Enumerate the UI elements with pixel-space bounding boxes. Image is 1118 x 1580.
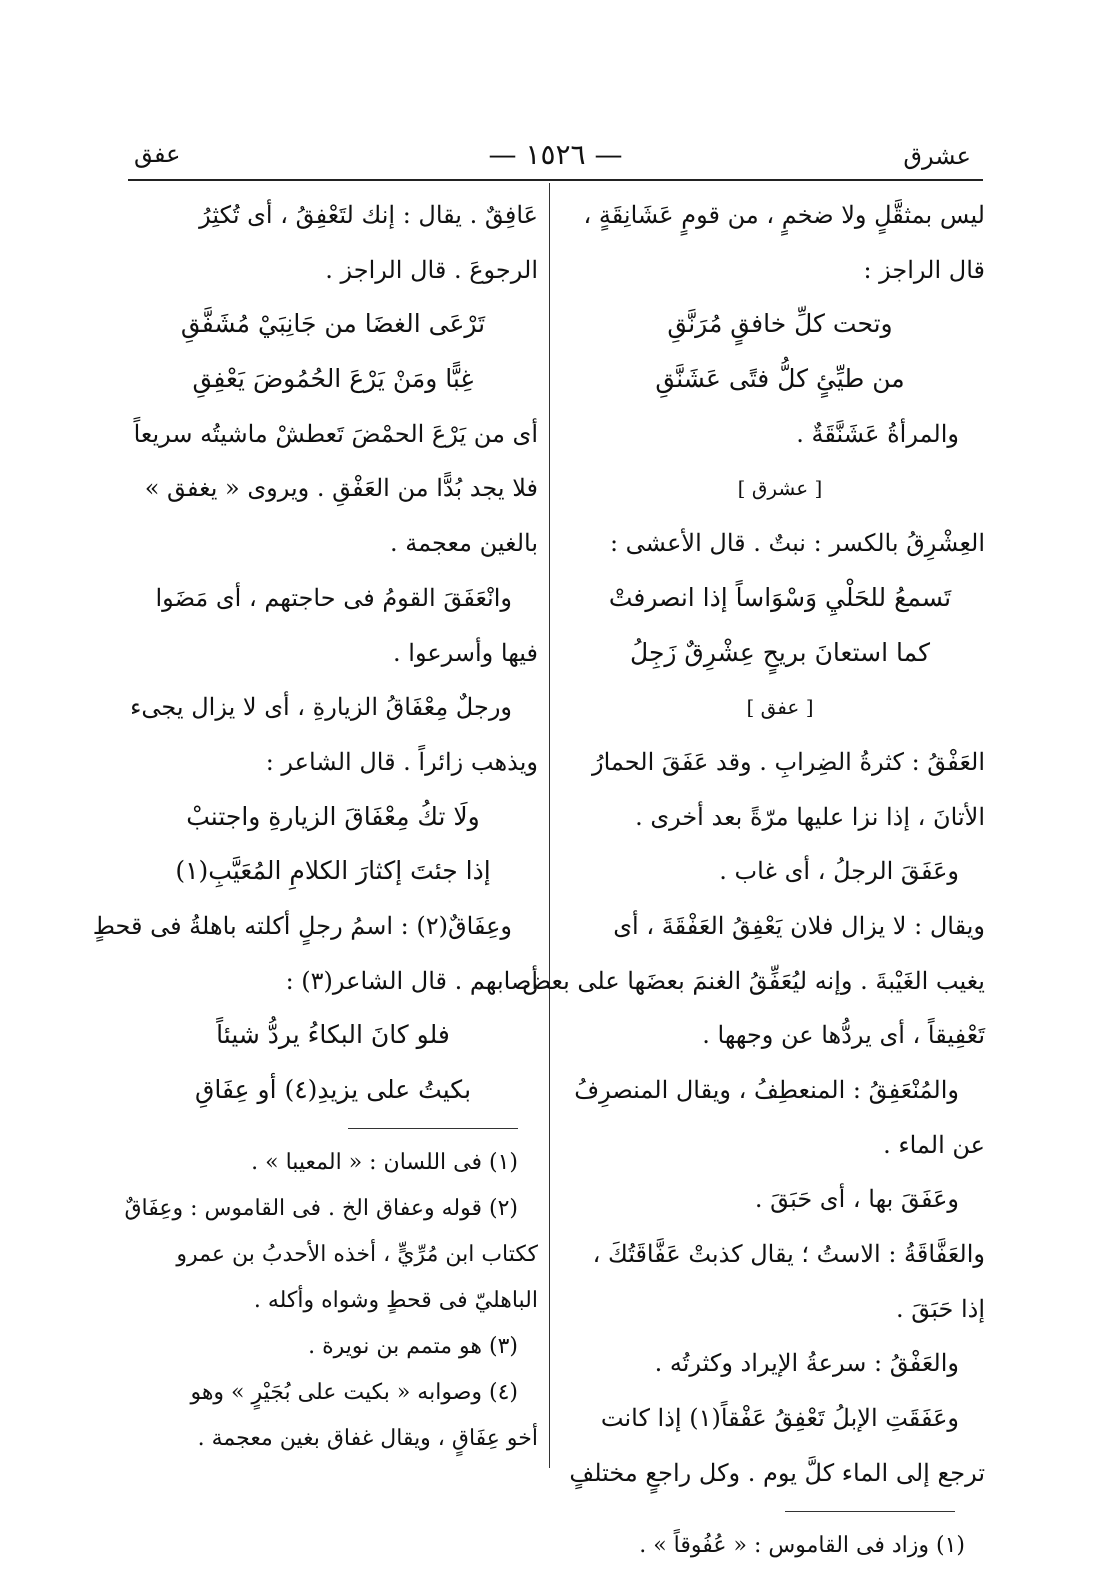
text-line: العَفْقُ : كثرةُ الضِرابِ . وقد عَفَقَ الحمارُ — [592, 747, 985, 776]
text-line: الأتانَ ، إذا نزا عليها مرّةً بعد أخرى . — [635, 802, 985, 831]
text-line: الرجوعَ . قال الراجز . — [325, 255, 538, 284]
text-line: عن الماء . — [883, 1130, 985, 1159]
footnote-line: (٤) وصوابه « بكيت على بُجَيْرٍ » وهو — [190, 1379, 518, 1405]
verse-line: من طيِّئٍ كلُّ فتًى عَشَنَّقِ — [655, 364, 905, 394]
text-line: أى من يَرْعَ الحمْضَ تَعطشْ ماشيتُه سريعاً — [133, 419, 538, 448]
text-line: وانْعَفَقَ القومُ فى حاجتهم ، أى مَضَوا — [155, 583, 512, 612]
header-rule — [128, 179, 983, 181]
text-line: وعَفَقَ الرجلُ ، أى غاب . — [719, 857, 959, 886]
footnote-line: (١) وزاد فى القاموس : « عُفُوقاً » . — [639, 1532, 965, 1558]
verse-line: إذا جئتَ إكثارَ الكلامِ المُعَيَّبِ(١) — [175, 856, 491, 886]
left-column — [92, 188, 538, 1462]
text-line: يغيب الغَيْبةَ . وإنه ليُعَفِّقُ الغنمَ بعضَها على بعض — [522, 966, 985, 995]
text-line: تَعْفِيقاً ، أى يردُّها عن وجهها . — [702, 1021, 985, 1050]
text-line: وعِفَاقٌ(٢) : اسمُ رجلٍ أكلته باهلةُ فى قحطٍ — [92, 911, 512, 940]
text-line: وعَفَقَ بها ، أى حَبَقَ . — [754, 1185, 959, 1214]
text-line: عَافِقٌ . يقال : إنك لتَعْفِقُ ، أى تُكثِرُ — [199, 201, 538, 229]
text-line: وعَفَقَتِ الإبلُ تَعْفِقُ عَفْقاً(١) إذا كانت — [600, 1404, 959, 1433]
text-line: ترجع إلى الماء كلَّ يوم . وكل راجعٍ مختلفٍ — [569, 1458, 985, 1487]
verse-line: تَرْعَى الغضَا من جَانِبَيْ مُشَفَّقِ — [180, 309, 486, 339]
text-line: فيها وأسرعوا . — [393, 638, 538, 667]
verse-line: غِبًّا ومَنْ يَرْعَ الحُمُوضَ يَعْفِقِ — [192, 364, 474, 394]
footnote-rule — [575, 1501, 985, 1523]
verse-line: ولَا تكُ مِعْفَاقَ الزيارةِ واجتنبْ — [186, 801, 480, 831]
header-entry-word-left: عفق — [134, 140, 181, 168]
text-line: ويقال : لا يزال فلان يَعْفِقُ العَفْقَةَ ، أى — [613, 911, 985, 940]
verse-line: كما استعانَ بريحٍ عِشْرِقٌ زَجِلُ — [630, 637, 930, 667]
footnote-line: ككتاب ابن مُرِّيٍّ ، أخذه الأحدبُ بن عمرو — [176, 1241, 538, 1267]
footnote-rule — [128, 1118, 538, 1140]
footnote-line: أخو عِفَاقٍ ، ويقال غفاق بغين معجمة . — [197, 1425, 538, 1451]
verse-line: بكيتُ على يزيدِ(٤) أو عِفَاقِ — [194, 1075, 472, 1104]
page-number: — ١٥٢٦ — — [488, 138, 623, 171]
entry-heading: [ عفق ] — [746, 695, 814, 720]
column-divider — [549, 183, 550, 1468]
footnote-line: (١) فى اللسان : « المعيبا » . — [251, 1149, 518, 1175]
text-line: ليس بمثقَّلٍ ولا ضخمٍ ، من قومٍ عَشَانِقَةٍ ، — [583, 201, 985, 229]
text-line: والعَفْقُ : سرعةُ الإيراد وكثرتُه . — [654, 1349, 959, 1378]
text-line: والمرأةُ عَشَنَّقَةٌ . — [796, 419, 959, 448]
verse-line: فلو كانَ البكاءُ يردُّ شيئاً — [216, 1020, 450, 1050]
footnote-line: (٣) هو متمم بن نويرة . — [308, 1333, 518, 1359]
text-line: ويذهب زائراً . قال الشاعر : — [265, 747, 538, 776]
page-header — [128, 134, 983, 178]
text-line: بالغين معجمة . — [390, 529, 538, 558]
text-line: والعَفَّاقَةُ : الاستُ ؛ يقال كذبتْ عَفَّاقَتُكَ ، — [592, 1240, 985, 1269]
text-line: العِشْرِقُ بالكسر : نبتٌ . قال الأعشى : — [609, 529, 985, 558]
header-entry-word-right: عشرق — [903, 142, 971, 170]
verse-line: وتحت كلِّ خافقٍ مُرَنَّقِ — [667, 309, 893, 339]
footnote-line: الباهليّ فى قحطٍ وشواه وأكله . — [253, 1287, 538, 1313]
text-line: قال الراجز : — [863, 255, 985, 284]
text-line: إذا حَبَقَ . — [895, 1294, 985, 1323]
text-line: ورجلٌ مِعْفَاقُ الزيارةِ ، أى لا يزال يجىء — [130, 693, 512, 722]
footnote-line: (٢) قوله وعفاق الخ . فى القاموس : وعِفَاقٌ — [124, 1195, 518, 1221]
text-line: أصابهم . قال الشاعر(٣) : — [285, 966, 538, 995]
text-line: والمُنْعَفِقُ : المنعطِفُ ، ويقال المنصرِفُ — [574, 1076, 959, 1104]
entry-heading: [ عشرق ] — [737, 476, 823, 501]
verse-line: تَسمعُ للحَلْيِ وَسْوَاساً إذا انصرفتْ — [608, 582, 952, 612]
text-line: فلا يجد بُدًّا من العَفْقِ . ويروى « يغفق » — [144, 474, 538, 503]
right-column — [522, 188, 985, 1569]
